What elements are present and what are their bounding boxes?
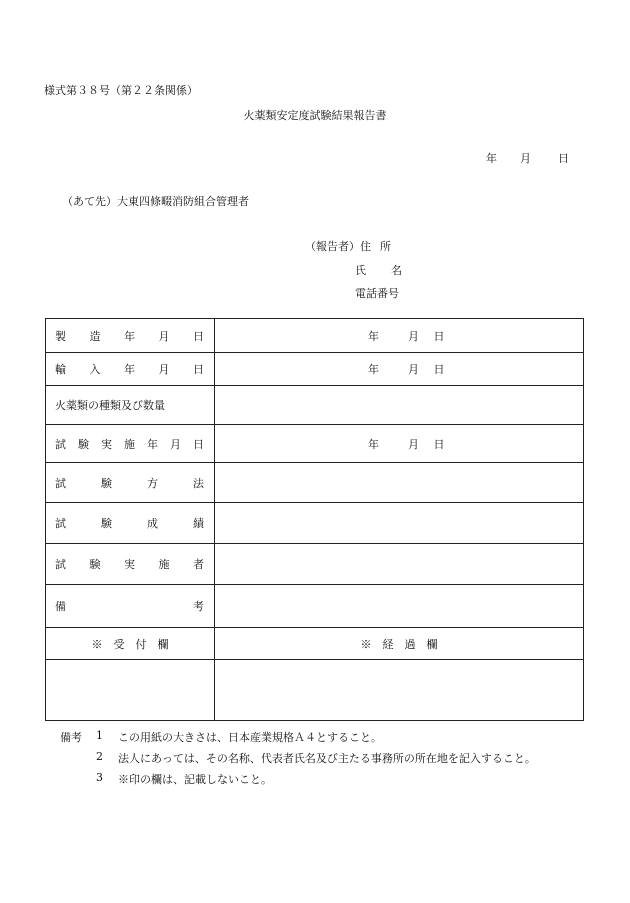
row-label-char: 成	[147, 517, 158, 530]
row-label-char: 試	[55, 476, 66, 490]
reception-header: ※ 受 付 欄	[46, 628, 215, 660]
table-row	[46, 463, 584, 503]
row-label-char: 火薬類の種類及び数量	[55, 399, 165, 412]
row-label	[46, 463, 215, 503]
table-row	[46, 660, 584, 721]
progress-cell[interactable]	[215, 660, 584, 721]
row-label-char: 実	[124, 558, 135, 571]
note-number: 3	[96, 771, 103, 784]
phone-label: 電話番号	[355, 287, 399, 300]
date-day: 日	[558, 152, 569, 165]
row-label	[46, 503, 215, 544]
reporter-prefix: （報告者）	[305, 240, 360, 253]
row-label-char: 方	[147, 476, 158, 490]
row-value[interactable]	[215, 544, 584, 585]
date-month: 月	[408, 329, 419, 343]
date-day: 日	[433, 329, 445, 343]
reception-cell[interactable]	[46, 660, 215, 721]
row-label-char: 輸	[55, 363, 66, 376]
table-row	[46, 544, 584, 585]
date-year: 年	[486, 152, 497, 165]
reporter-name	[305, 262, 402, 278]
table-header-row	[46, 628, 584, 660]
row-label	[46, 544, 215, 585]
notes-heading: 備考	[60, 731, 82, 744]
note-item	[60, 750, 536, 771]
table-row	[46, 503, 584, 544]
row-value[interactable]	[215, 463, 584, 503]
row-value[interactable]	[215, 503, 584, 544]
addressee: （あて先）大東四條畷消防組合管理者	[62, 195, 249, 208]
note-item	[60, 771, 536, 792]
result-table	[45, 318, 584, 721]
row-label-char: 験	[101, 517, 112, 530]
table-row	[46, 386, 584, 425]
document-title: 火薬類安定度試験結果報告書	[243, 109, 387, 122]
row-label-char: 日	[193, 363, 204, 376]
row-label-char: 年	[124, 329, 135, 343]
note-text: ※印の欄は、記載しないこと。	[118, 773, 272, 786]
table-row	[46, 425, 584, 463]
row-label-char: 製	[55, 329, 66, 343]
row-label	[46, 319, 215, 353]
notes	[60, 729, 536, 792]
row-label-char: 入	[89, 363, 101, 376]
row-label-char: 試	[55, 558, 66, 571]
row-label-char: 月	[170, 437, 181, 451]
row-value[interactable]	[215, 585, 584, 628]
date-day: 日	[433, 363, 445, 376]
date-year: 年	[368, 329, 379, 343]
date-day: 日	[433, 437, 445, 451]
row-value[interactable]	[215, 425, 584, 463]
row-label-char: 日	[193, 329, 204, 343]
reporter-phone	[305, 285, 399, 301]
row-label-char: 考	[193, 600, 204, 613]
note-number: 1	[96, 729, 103, 742]
row-label-char: 施	[124, 437, 135, 451]
row-label-char: 年	[147, 437, 158, 451]
row-label-char: 造	[89, 329, 101, 343]
row-label-char: 年	[124, 363, 135, 376]
row-label-char: 月	[158, 363, 170, 376]
date-month: 月	[408, 363, 419, 376]
row-label-char: 日	[193, 437, 204, 451]
row-label-char: 試	[55, 437, 66, 451]
row-label-char: 備	[55, 600, 66, 613]
form-number: 様式第３８号（第２２条関係）	[44, 84, 198, 97]
row-label-char: 法	[193, 476, 204, 490]
row-label	[46, 353, 215, 386]
date-year: 年	[368, 437, 379, 451]
row-label-char: 月	[158, 329, 170, 343]
table-row	[46, 353, 584, 386]
date-month: 月	[520, 152, 531, 165]
row-label-char: 実	[101, 437, 112, 451]
name-label-1: 氏	[355, 264, 366, 277]
row-label-char: 者	[193, 558, 204, 571]
row-label	[46, 386, 215, 425]
table-row	[46, 319, 584, 353]
row-label-char: 験	[101, 476, 112, 490]
reporter-address	[305, 238, 391, 254]
row-value[interactable]	[215, 353, 584, 386]
address-label-2: 所	[380, 240, 391, 253]
date-year: 年	[368, 363, 379, 376]
row-label-char: 施	[158, 558, 170, 571]
name-label-2: 名	[391, 264, 402, 277]
row-label-char: 験	[78, 437, 89, 451]
row-label-char: 績	[193, 517, 204, 530]
date-month: 月	[408, 437, 419, 451]
row-label	[46, 585, 215, 628]
row-label	[46, 425, 215, 463]
note-text: この用紙の大きさは、日本産業規格Ａ４とすること。	[118, 731, 382, 744]
note-item	[60, 729, 536, 750]
progress-header: ※ 経 過 欄	[215, 628, 584, 660]
address-label-1: 住	[360, 240, 371, 253]
report-date	[486, 150, 569, 166]
row-value[interactable]	[215, 319, 584, 353]
row-label-char: 試	[55, 517, 66, 530]
note-text: 法人にあっては、その名称、代表者氏名及び主たる事務所の所在地を記入すること。	[118, 752, 536, 765]
row-label-char: 験	[89, 558, 101, 571]
row-value[interactable]	[215, 386, 584, 425]
table-row	[46, 585, 584, 628]
note-number: 2	[96, 750, 103, 763]
